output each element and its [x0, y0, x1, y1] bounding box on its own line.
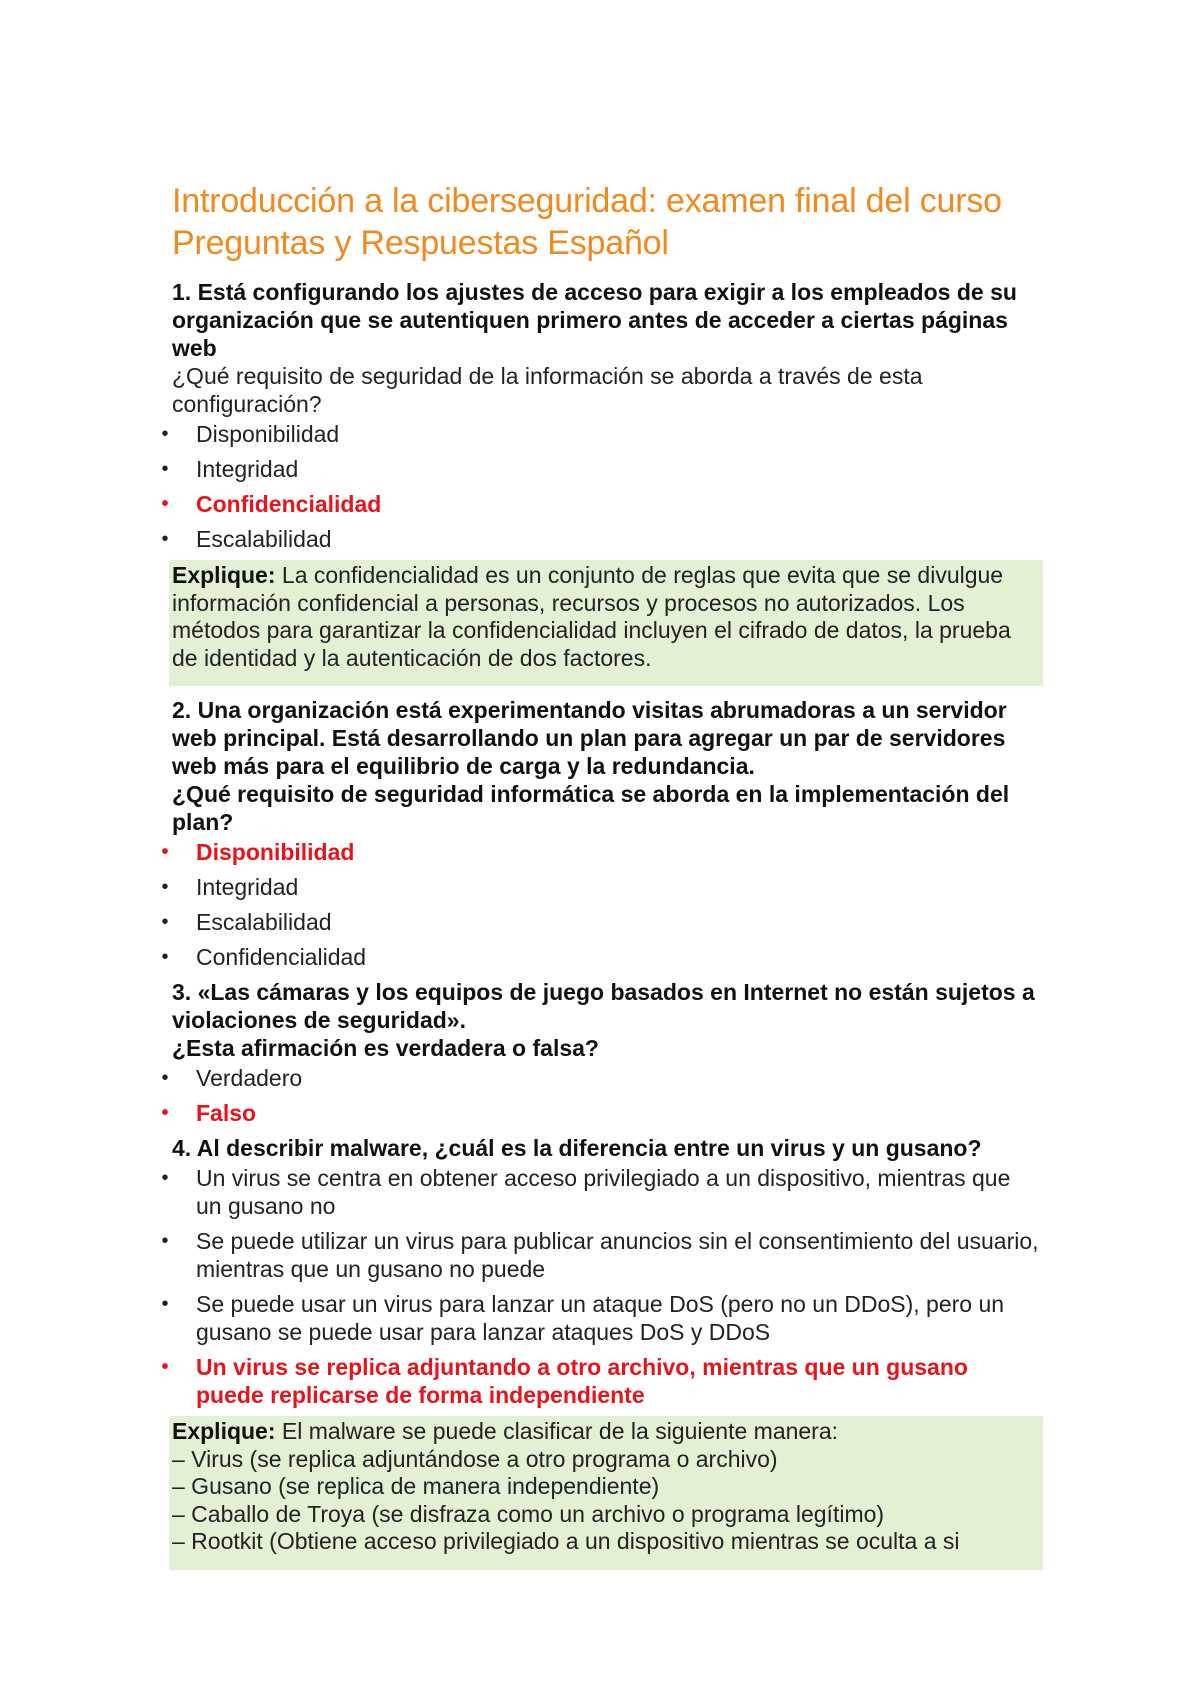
question-3-options: [161, 1064, 1040, 1127]
bullet-icon: •: [161, 1167, 169, 1189]
bullet-icon: •: [161, 946, 169, 968]
option: [161, 943, 1040, 971]
question-4-options: [161, 1164, 1040, 1409]
question-4-stem: 4. Al describir malware, ¿cuál es la diferencia entre un virus y un gusano?: [172, 1135, 982, 1161]
option: [161, 1164, 1040, 1220]
option: [161, 908, 1040, 936]
question-2-options: [161, 838, 1040, 971]
option-label: Disponibilidad: [196, 839, 355, 865]
option: [161, 420, 1040, 448]
option-correct: [161, 1353, 1040, 1409]
question-2-stem: 2. Una organización está experimentando visitas abrumadoras a un servidor web principal. Está desarrollando un plan para agregar un par de servidores web más para el equilibrio de carga y la redundancia.: [172, 697, 1007, 779]
explain-line: – Virus (se replica adjuntándose a otro programa o archivo): [172, 1445, 778, 1472]
option: [161, 525, 1040, 553]
question-4: [161, 1134, 1040, 1570]
explain-line: – Gusano (se replica de manera independiente): [172, 1473, 660, 1499]
bullet-icon: •: [161, 1293, 169, 1315]
question-1-stem: 1. Está configurando los ajustes de acceso para exigir a los empleados de su organización que se autentiquen primero antes de acceder a ciertas páginas web: [172, 279, 1017, 361]
option-label: Integridad: [196, 874, 299, 900]
question-3-stem: 3. «Las cámaras y los equipos de juego basados en Internet no están sujetos a violaciones de seguridad».: [172, 979, 1035, 1033]
option: [161, 1290, 1040, 1346]
option-correct: [161, 838, 1040, 866]
question-3: [161, 978, 1040, 1127]
option-correct: [161, 490, 1040, 518]
option-label: Verdadero: [196, 1065, 303, 1091]
question-1-text: [172, 278, 1040, 418]
option-correct: [161, 1099, 1040, 1127]
explain-label: Explique:: [172, 1418, 276, 1444]
option-label: Un virus se replica adjuntando a otro archivo, mientras que un gusano puede replicarse de forma independiente: [196, 1354, 968, 1408]
option: [161, 1227, 1040, 1283]
question-2-sub: ¿Qué requisito de seguridad informática se aborda en la implementación del plan?: [172, 781, 1010, 835]
bullet-icon: •: [161, 423, 169, 445]
bullet-icon: •: [161, 1356, 169, 1378]
option-label: Confidencialidad: [196, 944, 367, 970]
bullet-icon: •: [161, 911, 169, 933]
question-1-options: [161, 420, 1040, 553]
option-label: Disponibilidad: [196, 421, 340, 447]
document-page: [161, 180, 1040, 1580]
bullet-icon: •: [161, 1102, 169, 1124]
bullet-icon: •: [161, 1067, 169, 1089]
option-label: Se puede usar un virus para lanzar un ataque DoS (pero no un DDoS), pero un gusano se puede usar para lanzar ataques DoS y DDoS: [196, 1291, 1005, 1345]
question-3-sub: ¿Esta afirmación es verdadera o falsa?: [172, 1035, 599, 1061]
explain-text: La confidencialidad es un conjunto de reglas que evita que se divulgue información confidencial a personas, recursos y procesos no autorizados. Los métodos para garantizar la confidencialidad incluyen el cifrado de datos, la prueba de identidad y la autenticación de dos factores.: [172, 562, 1011, 671]
explain-intro: El malware se puede clasificar de la siguiente manera:: [281, 1418, 839, 1444]
option-label: Integridad: [196, 456, 299, 482]
explain-label: Explique:: [172, 562, 276, 588]
option: [161, 1064, 1040, 1092]
bullet-icon: •: [161, 528, 169, 550]
question-1: [161, 278, 1040, 686]
question-1-explanation: [169, 560, 1043, 686]
option: [161, 455, 1040, 483]
explain-intro-line: [172, 1418, 1040, 1446]
question-1-sub: ¿Qué requisito de seguridad de la información se aborda a través de esta configuración?: [172, 363, 923, 417]
question-4-explanation: [169, 1416, 1043, 1570]
question-3-text: [172, 978, 1040, 1062]
option-label: Escalabilidad: [196, 909, 332, 935]
explain-line: – Caballo de Troya (se disfraza como un archivo o programa legítimo): [172, 1500, 885, 1527]
option-label: Escalabilidad: [196, 526, 332, 552]
bullet-icon: •: [161, 1230, 169, 1252]
bullet-icon: •: [161, 493, 169, 515]
option: [161, 873, 1040, 901]
question-4-text: [172, 1134, 1040, 1162]
option-label: Un virus se centra en obtener acceso privilegiado a un dispositivo, mientras que un gusano no: [196, 1165, 1011, 1219]
bullet-icon: •: [161, 876, 169, 898]
bullet-icon: •: [161, 841, 169, 863]
option-label: Se puede utilizar un virus para publicar anuncios sin el consentimiento del usuario, mientras que un gusano no puede: [196, 1228, 1039, 1282]
question-2-text: [172, 696, 1040, 836]
option-label: Falso: [196, 1100, 257, 1126]
option-label: Confidencialidad: [196, 491, 382, 517]
page-title: Introducción a la ciberseguridad: examen final del curso Preguntas y Respuestas Español: [172, 182, 1002, 262]
bullet-icon: •: [161, 458, 169, 480]
explain-line: – Rootkit (Obtiene acceso privilegiado a un dispositivo mientras se oculta a si: [172, 1528, 960, 1554]
question-2: [161, 696, 1040, 971]
